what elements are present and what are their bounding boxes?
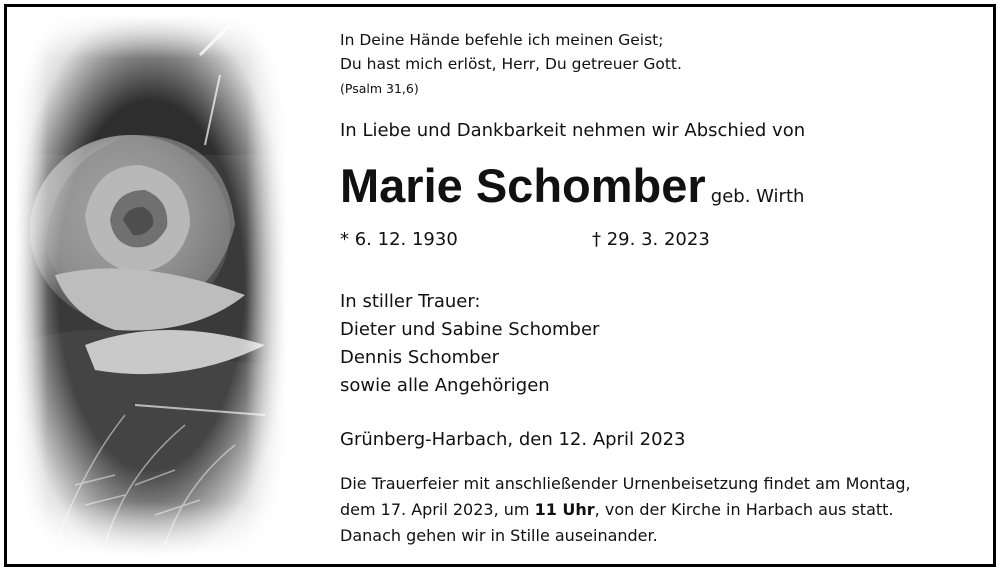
funeral-line-2 [340,500,894,519]
mourners-heading: In stiller Trauer: [340,291,481,312]
obituary-frame [4,4,996,567]
verse-line-2: Du hast mich erlöst, Herr, Du getreuer Gott. [340,55,682,73]
place-date: Grünberg-Harbach, den 12. April 2023 [340,429,686,450]
verse-line-1: In Deine Hände befehle ich meinen Geist; [340,31,664,49]
funeral-line-1: Die Trauerfeier mit anschließender Urnenbeisetzung findet am Montag, [340,474,911,493]
funeral-date-text: dem 17. April 2023, um [340,500,535,519]
funeral-time: 11 Uhr [534,500,595,519]
mourner-name: sowie alle Angehörigen [340,375,550,396]
mourner-name: Dennis Schomber [340,347,500,368]
name-block [340,158,804,213]
deceased-name: Marie Schomber [340,159,706,212]
maiden-name: geb. Wirth [710,186,805,207]
death-date: † 29. 3. 2023 [592,229,710,250]
intro-text: In Liebe und Dankbarkeit nehmen wir Abschied von [340,120,806,141]
birth-date: * 6. 12. 1930 [340,229,458,250]
funeral-location-text: , von der Kirche in Harbach aus statt. [594,500,894,519]
verse-reference: (Psalm 31,6) [340,81,419,96]
mourner-name: Dieter und Sabine Schomber [340,319,600,340]
funeral-line-3: Danach gehen wir in Stille auseinander. [340,526,658,545]
rose-photo [15,15,287,556]
